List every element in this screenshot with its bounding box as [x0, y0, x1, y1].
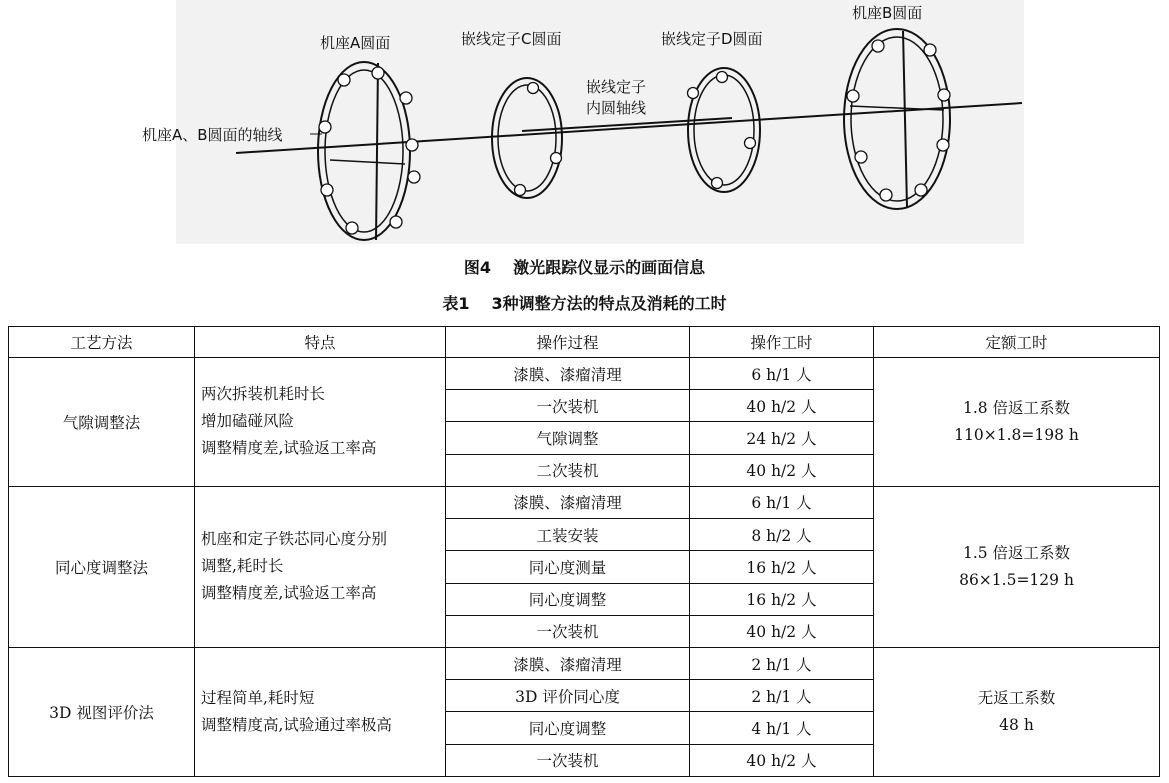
figure-caption [0, 255, 1169, 278]
hours-cell: 4 h/1 人 [690, 712, 874, 744]
inner-axis-label-line2: 内圆轴线 [586, 99, 647, 117]
process-cell: 同心度调整 [446, 583, 690, 615]
method-cell: 同心度调整法 [9, 486, 195, 647]
table-title [0, 291, 1169, 314]
quota-line: 1.8 倍返工系数 [962, 398, 1071, 417]
feature-line: 过程简单,耗时短 [201, 688, 315, 707]
feature-line: 机座和定子铁芯同心度分别 [201, 530, 388, 549]
hours-cell: 40 h/2 人 [690, 390, 874, 422]
table-row [9, 647, 1160, 679]
header-method: 工艺方法 [9, 327, 195, 358]
process-cell: 气隙调整 [446, 422, 690, 454]
hours-cell: 6 h/1 人 [690, 486, 874, 518]
hours-cell: 16 h/2 人 [690, 583, 874, 615]
header-quota: 定额工时 [874, 327, 1160, 358]
feature-line: 调整,耗时长 [201, 557, 284, 576]
process-cell: 同心度调整 [446, 712, 690, 744]
hours-cell: 40 h/2 人 [690, 615, 874, 647]
header-features: 特点 [195, 327, 446, 358]
features-cell [195, 358, 446, 487]
table-header-row [9, 327, 1160, 358]
header-process: 操作过程 [446, 327, 690, 358]
hours-cell: 40 h/2 人 [690, 454, 874, 486]
feature-line: 调整精度差,试验返工率高 [201, 439, 377, 458]
header-hours: 操作工时 [690, 327, 874, 358]
hours-cell: 24 h/2 人 [690, 422, 874, 454]
feature-line: 调整精度差,试验返工率高 [201, 584, 377, 603]
hours-cell: 16 h/2 人 [690, 551, 874, 583]
stator-d-label: 嵌线定子D圆面 [661, 30, 763, 48]
quota-line: 48 h [999, 715, 1034, 734]
hours-cell: 6 h/1 人 [690, 358, 874, 390]
seat-a-ring [318, 62, 420, 240]
table-number: 表1 [442, 294, 470, 313]
process-cell: 漆膜、漆瘤清理 [446, 647, 690, 679]
seat-b-ring [844, 29, 950, 209]
process-cell: 一次装机 [446, 615, 690, 647]
features-cell [195, 647, 446, 776]
quota-line: 110×1.8=198 h [954, 425, 1079, 444]
process-cell: 漆膜、漆瘤清理 [446, 486, 690, 518]
ab-axis-label: 机座A、B圆面的轴线 [142, 126, 283, 144]
figure-caption-text: 激光跟踪仪显示的画面信息 [513, 258, 706, 277]
quota-line: 无返工系数 [977, 688, 1056, 707]
method-cell: 3D 视图评价法 [9, 647, 195, 776]
feature-line: 调整精度高,试验通过率极高 [201, 715, 392, 734]
process-cell: 二次装机 [446, 454, 690, 486]
process-cell: 工装安装 [446, 519, 690, 551]
table-row [9, 358, 1160, 390]
laser-tracker-diagram [0, 0, 1169, 244]
quota-cell [874, 647, 1160, 776]
method-cell: 气隙调整法 [9, 358, 195, 487]
hours-cell: 2 h/1 人 [690, 680, 874, 712]
process-cell: 漆膜、漆瘤清理 [446, 358, 690, 390]
seat-a-label: 机座A圆面 [320, 34, 391, 52]
work-hours-table [8, 326, 1160, 777]
process-cell: 3D 评价同心度 [446, 680, 690, 712]
hours-cell: 8 h/2 人 [690, 519, 874, 551]
hours-cell: 2 h/1 人 [690, 647, 874, 679]
feature-line: 增加磕碰风险 [201, 412, 295, 431]
table-title-text: 3种调整方法的特点及消耗的工时 [491, 294, 727, 313]
quota-cell [874, 358, 1160, 487]
feature-line: 两次拆装机耗时长 [201, 385, 326, 404]
figure-number: 图4 [463, 258, 492, 277]
features-cell [195, 486, 446, 647]
table-row [9, 486, 1160, 518]
inner-axis-label-line1: 嵌线定子 [586, 78, 647, 96]
process-cell: 一次装机 [446, 390, 690, 422]
process-cell: 同心度测量 [446, 551, 690, 583]
hours-cell: 40 h/2 人 [690, 744, 874, 776]
stator-d-ring [688, 68, 761, 192]
quota-cell [874, 486, 1160, 647]
process-cell: 一次装机 [446, 744, 690, 776]
seat-b-label: 机座B圆面 [852, 4, 923, 22]
quota-line: 86×1.5=129 h [959, 570, 1074, 589]
stator-c-label: 嵌线定子C圆面 [461, 30, 562, 48]
quota-line: 1.5 倍返工系数 [962, 543, 1071, 562]
stator-c-ring [492, 78, 562, 198]
